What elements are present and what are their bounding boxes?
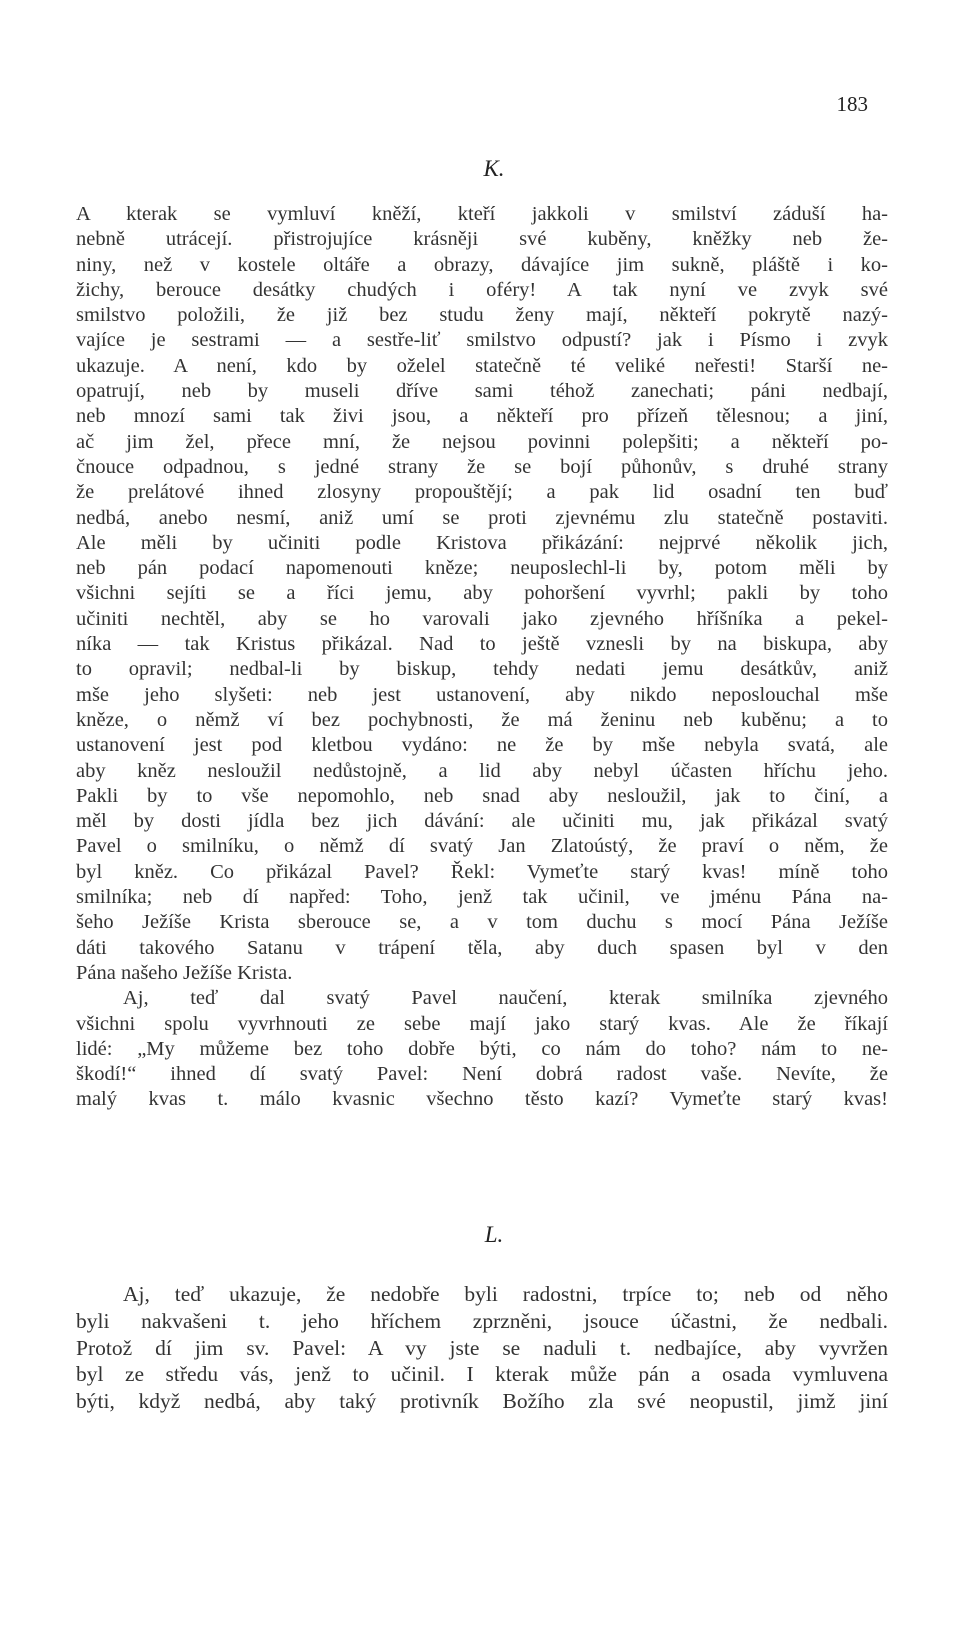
text-line: malý kvas t. málo kvasnic všechno těsto kazí? Vymeťte starý kvas! bbox=[76, 1088, 888, 1111]
page-number: 183 bbox=[836, 92, 868, 116]
text-line: nebně utrácejí. přistrojujíce krásněji své kuběny, kněžky neb že- bbox=[76, 228, 888, 251]
text-line: žichy, berouce desátky chudých i oféry! A tak nyní ve zvyk své bbox=[76, 278, 888, 301]
section-k-text bbox=[76, 202, 888, 1113]
text-line: smilstvo položili, že již bez studu ženy mají, někteří pokrytě nazý- bbox=[76, 304, 888, 327]
text-line: vajíce je sestrami — a sestře-liť smilstvo odpustí? jak i Písmo i zvyk bbox=[76, 329, 888, 352]
text-line: neb mnozí sami tak živi jsou, a někteří pro přízeň tělesnou; a jiní, bbox=[76, 405, 888, 428]
text-line: opatrují, neb by museli dříve sami téhož zanechati; páni nedbají, bbox=[76, 380, 888, 403]
text-line: měl by dosti jídla bez jich dávání: ale učiniti mu, jak přikázal svatý bbox=[76, 810, 888, 833]
text-line: byli nakvašeni t. jeho hříchem zprzněni, jsouce účastni, že nedbali. bbox=[76, 1308, 888, 1333]
text-line: ustanovení jest pod kletbou vydáno: ne že by mše nebyla svatá, ale bbox=[76, 734, 888, 757]
text-line: byl ze středu vás, jenž to učinil. I kterak může pán a osada vymluvena bbox=[76, 1362, 888, 1387]
text-line: nedbá, anebo nesmí, aniž umí se proti zjevnému zlu statečně postaviti. bbox=[76, 506, 888, 529]
text-line: učiniti nechtěl, aby se ho varovali jako zjevného hříšníka a pekel- bbox=[76, 607, 888, 630]
text-line: Pána našeho Ježíše Krista. bbox=[76, 961, 293, 984]
text-line: Protož dí jim sv. Pavel: A vy jste se naduli t. nedbajíce, aby vyvržen bbox=[76, 1335, 888, 1360]
text-line: býti, když nedbá, aby taký protivník Božího zla své neopustil, jimž jiní bbox=[76, 1389, 888, 1414]
text-line: ukazuje. A není, kdo by oželel statečně té veliké neřesti! Starší ne- bbox=[76, 354, 888, 377]
text-line: niny, než v kostele oltáře a obrazy, dávajíce jim sukně, pláště i ko- bbox=[76, 253, 888, 276]
text-line: Pavel o smilníku, o němž dí svatý Jan Zlatoústý, že praví o něm, že bbox=[76, 835, 888, 858]
section-heading-k: K. bbox=[483, 156, 505, 181]
text-line: A kterak se vymluví kněží, kteří jakkoli v smilství záduší ha- bbox=[76, 203, 888, 225]
text-line: šeho Ježíše Krista sberouce se, a v tom duchu s mocí Pána Ježíše bbox=[76, 911, 888, 934]
text-line: kněze, o němž ví bez pochybnosti, že má ženinu neb kuběnu; a to bbox=[76, 708, 888, 731]
text-line: čnouce odpadnou, s jedné strany že se bojí půhonův, s druhé strany bbox=[76, 455, 888, 478]
text-line: Aj, teď dal svatý Pavel naučení, kterak smilníka zjevného bbox=[123, 987, 888, 1010]
text-line: byl kněz. Co přikázal Pavel? Řekl: Vymeťte starý kvas! míně toho bbox=[76, 860, 888, 883]
text-line: dáti takového Satanu v trápení těla, aby duch spasen byl v den bbox=[76, 936, 888, 959]
text-line: lidé: „My můžeme bez toho dobře býti, co nám do toho? nám to ne- bbox=[76, 1037, 888, 1060]
text-line: mše jeho slyšeti: neb jest ustanovení, aby nikdo neposlouchal mše bbox=[76, 683, 888, 706]
text-line: neb pán podací napomenouti kněze; neuposlechl-li by, potom měli by bbox=[76, 557, 888, 580]
text-line: škodí!“ ihned dí svatý Pavel: Není dobrá radost vaše. Nevíte, že bbox=[76, 1063, 888, 1086]
text-line: Ale měli by učiniti podle Kristova přikázání: nejprvé několik jich, bbox=[76, 531, 888, 554]
text-line: všichni sejíti se a říci jemu, aby pohoršení vyvrhl; pakli by toho bbox=[76, 582, 888, 605]
text-line: aby kněz nesloužil nedůstojně, a lid aby nebyl účasten hříchu jeho. bbox=[76, 759, 888, 782]
text-line: ač jim žel, přece mní, že nejsou povinni polepšiti; a někteří po- bbox=[76, 430, 888, 453]
section-l-text bbox=[76, 1281, 888, 1415]
text-line: že prelátové ihned zlosyny propouštějí; a pak lid osadní ten buď bbox=[76, 481, 888, 504]
text-line: Aj, teď ukazuje, že nedobře byli radostni, trpíce to; neb od něho bbox=[123, 1282, 888, 1306]
text-line: smilníka; neb dí napřed: Toho, jenž tak učinil, ve jménu Pána na- bbox=[76, 886, 888, 909]
text-line: to opravil; nedbal-li by biskup, tehdy nedati jemu desátkův, aniž bbox=[76, 658, 888, 681]
text-line: níka — tak Kristus přikázal. Nad to ještě vznesli by na biskupa, aby bbox=[76, 633, 888, 656]
text-line: Pakli by to vše nepomohlo, neb snad aby nesloužil, jak to činí, a bbox=[76, 784, 888, 807]
text-line: všichni spolu vyvrhnouti ze sebe mají jako starý kvas. Ale že říkají bbox=[76, 1012, 888, 1035]
section-heading-l: L. bbox=[484, 1222, 504, 1247]
